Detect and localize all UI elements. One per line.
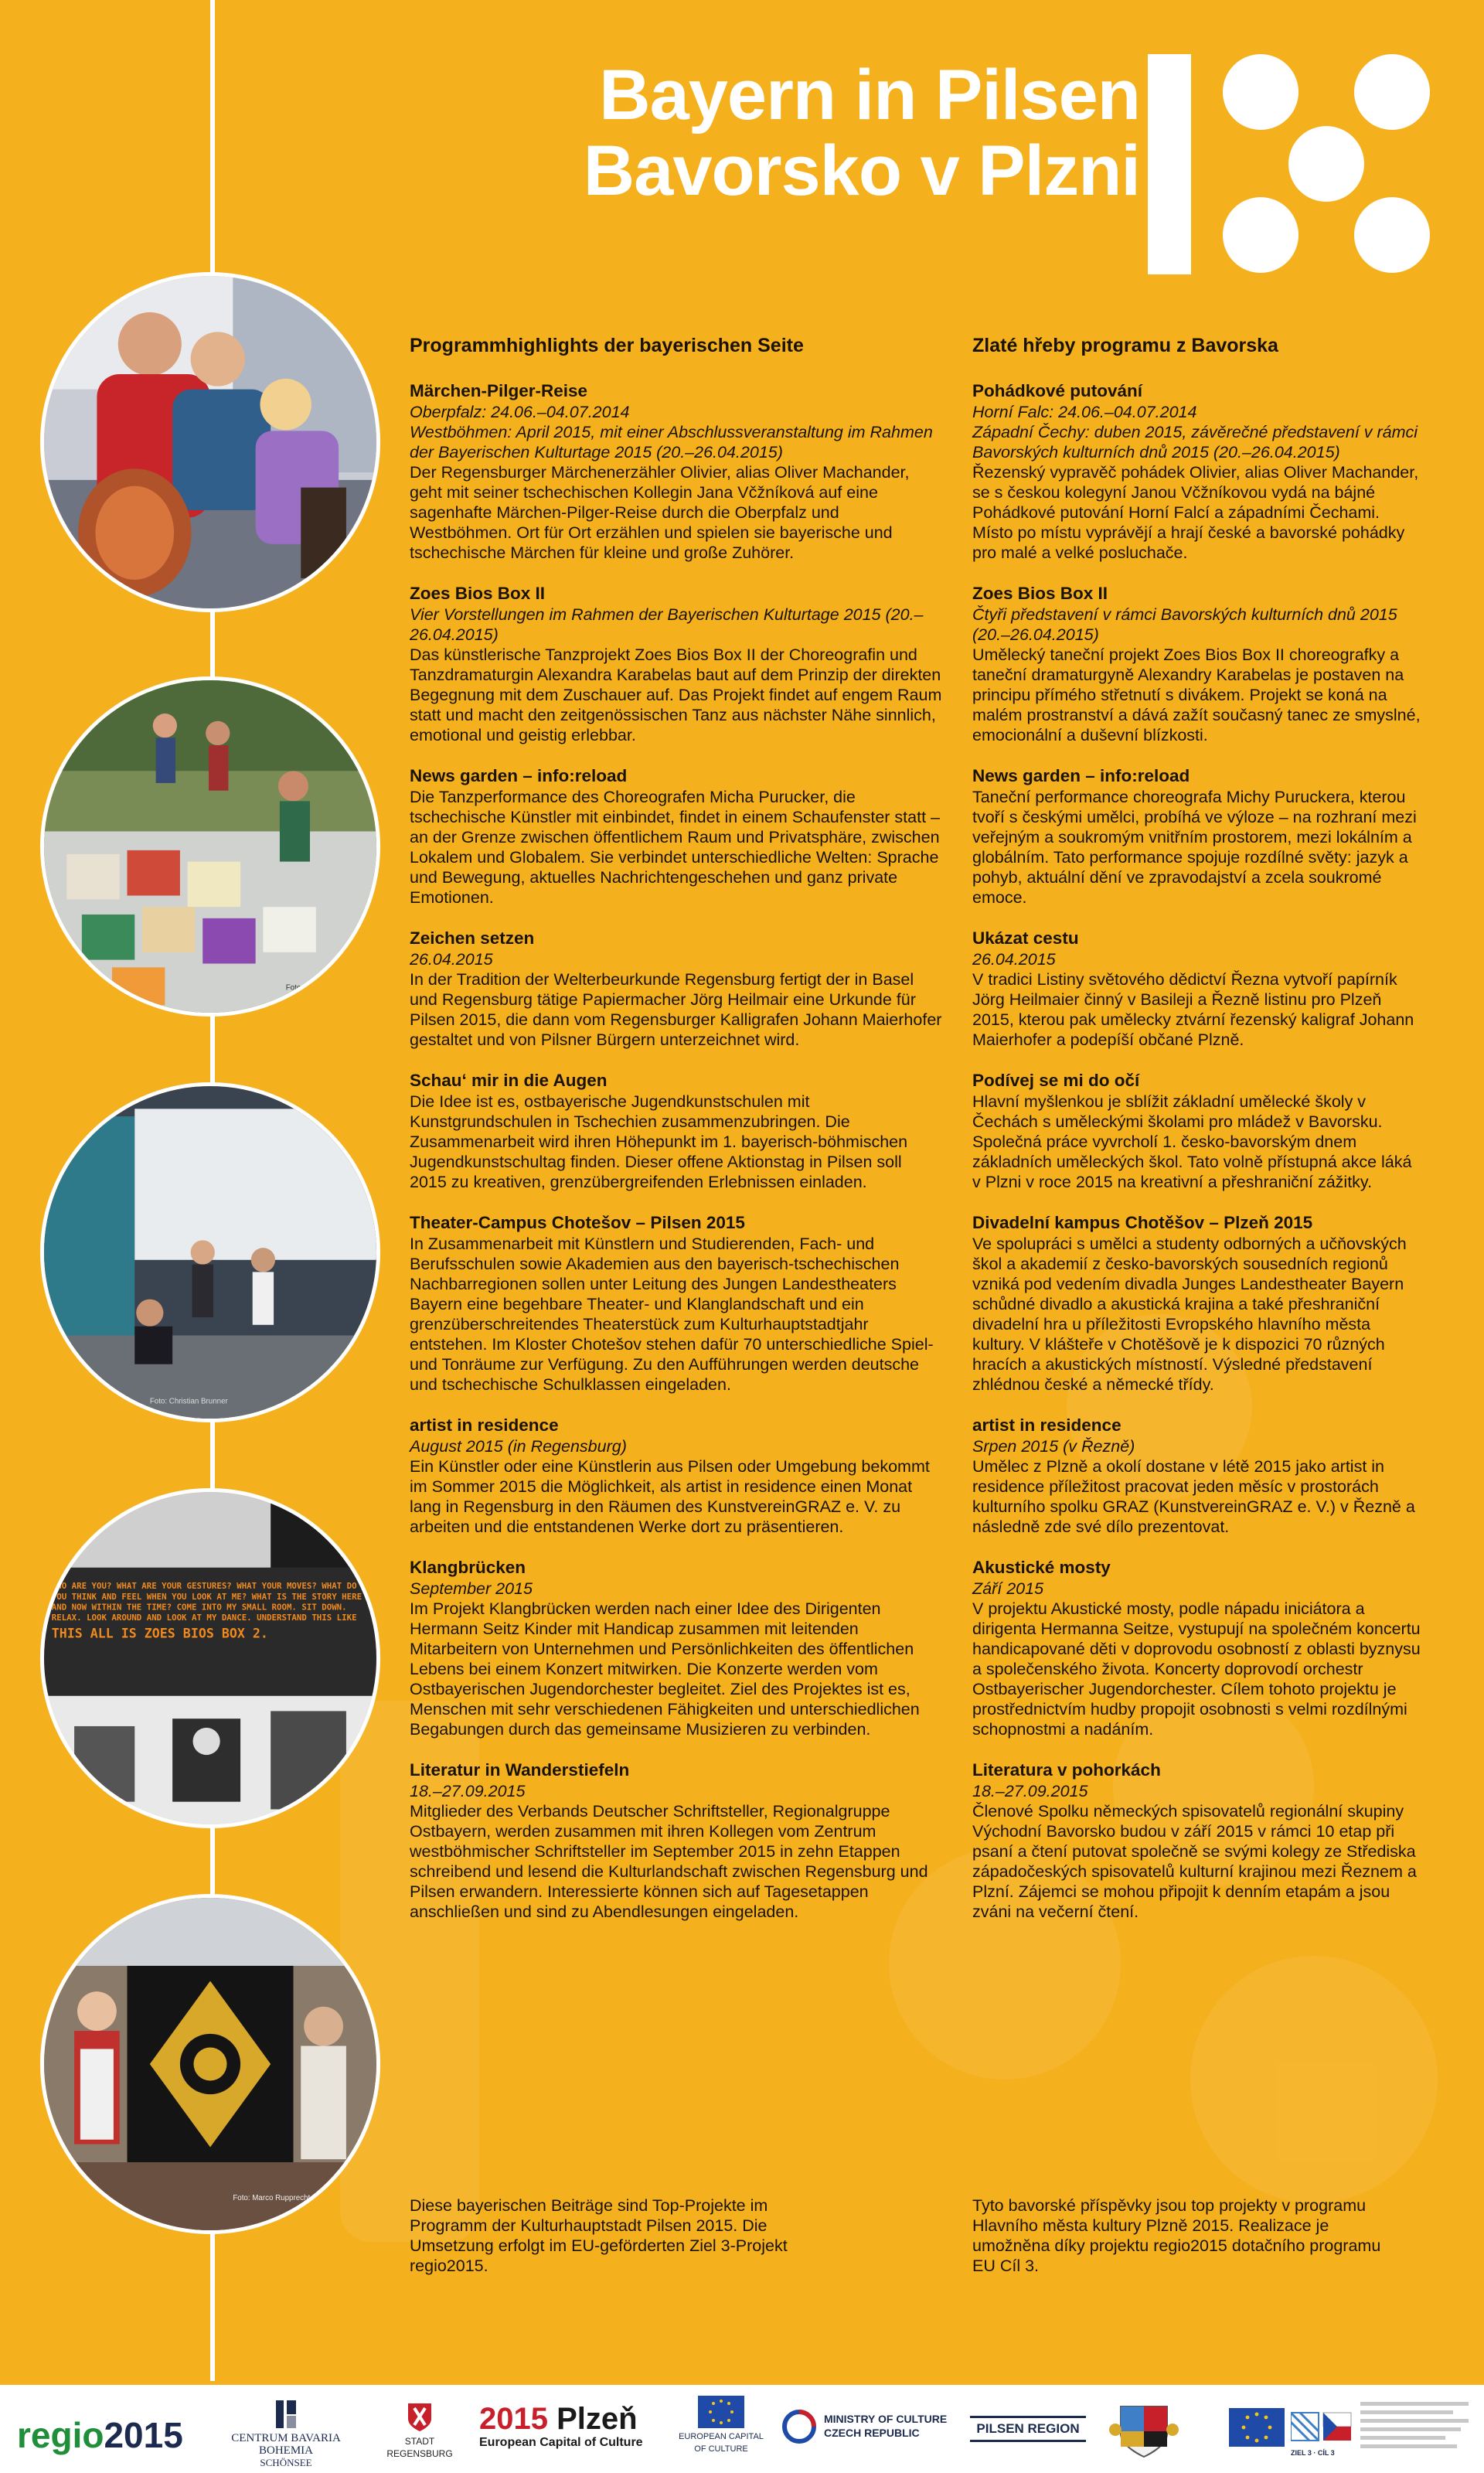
czech-section-title: Podívej se mi do očí bbox=[972, 1071, 1140, 1090]
logo-regio-text: regio bbox=[17, 2415, 104, 2455]
title-german: Bayern in Pilsen bbox=[599, 56, 1140, 135]
czech-section-title: Ukázat cestu bbox=[972, 928, 1079, 948]
photo-storyteller-drum bbox=[40, 272, 380, 612]
ministry-line-1: MINISTRY OF CULTURE bbox=[824, 2413, 948, 2425]
photo-dance-performance-image bbox=[44, 1086, 376, 1419]
ministry-line-2: CZECH REPUBLIC bbox=[824, 2427, 920, 2439]
czech-section bbox=[972, 765, 1421, 908]
plzen-name: Plzeň bbox=[556, 2402, 638, 2436]
logo-bar bbox=[1148, 54, 1191, 274]
plzen-subtitle: European Capital of Culture bbox=[479, 2436, 643, 2449]
czech-section-title: Zoes Bios Box II bbox=[972, 584, 1108, 603]
german-section-body: In der Tradition der Welterbeurkunde Regensburg fertigt der in Basel und Regensburg tätige Papiermacher Jörg Heilmair eine Urkunde für Pilsen 2015, die dann vom Regensburger Kalligrafen Johann Maierhofer gestaltet und von Pilsner Bürgern unterzeichnet wird. bbox=[410, 970, 942, 1049]
logo-european-capital-of-culture bbox=[671, 2396, 771, 2455]
photo-zoes-bios-box bbox=[40, 1488, 380, 1828]
german-section bbox=[410, 1557, 943, 1739]
bavaria-bohemia-name: CENTRUM BAVARIA BOHEMIA bbox=[231, 2432, 341, 2457]
photo-caption: WHO ARE YOU? WHAT ARE YOUR GESTURES? WHAT YOUR MOVES? WHAT DO YOU THINK AND FEEL WHEN YOU LOOK AT ME? WHAT IS THE STORY HERE AND NOW WITHIN THE TIME? COME INTO MY SMALL ROOM. SIT DOWN. RELAX. LOOK AROUND AND LOOK AT MY DANCE. UNDERSTAND THIS LIKE bbox=[51, 1581, 362, 1623]
photo-caption-highlight: THIS ALL IS ZOES BIOS BOX 2. bbox=[51, 1626, 268, 1642]
czech-section-date: Horní Falc: 24.06.–04.07.2014 Západní Čechy: duben 2015, závěrečné představení v rámci Bavorských kulturních dnů 2015 (20.–26.04.2015) bbox=[972, 403, 1418, 462]
logo-plzen-2015 bbox=[479, 2402, 665, 2450]
czech-section bbox=[972, 1415, 1421, 1537]
czech-section-title: News garden – info:reload bbox=[972, 766, 1190, 785]
bavarian-coat-of-arms-icon bbox=[1109, 2399, 1179, 2461]
plzen-year: 2015 bbox=[479, 2402, 548, 2436]
german-section bbox=[410, 928, 943, 1050]
czech-section-date: 26.04.2015 bbox=[972, 950, 1056, 969]
logo-dot bbox=[1288, 126, 1364, 202]
german-section bbox=[410, 1415, 943, 1537]
photo-masks-exhibition-image bbox=[44, 680, 376, 1013]
czech-sections bbox=[972, 380, 1421, 1922]
photo-caption: Foto: Richard Kaplan bbox=[285, 983, 357, 993]
logo-dot bbox=[1354, 54, 1430, 130]
german-section-title: Klangbrücken bbox=[410, 1558, 526, 1577]
czech-section-body: Hlavní myšlenkou je sblížit základní umělecké školy v Čechách s uměleckými školami pro mládež v Bavorsku. Společná práce vyvrcholí 1. česko-bavorským dnem základních uměleckých škol. Tato volně přístupná akce láká v Plzni v roce 2015 na kreativní a přeshraniční zážitky. bbox=[972, 1092, 1412, 1191]
german-section-body: Das künstlerische Tanzprojekt Zoes Bios Box II der Choreografin und Tanzdramaturgin Alexandra Karabelas baut auf dem Prinzip der direkten Begegnung mit dem Zuschauer auf. Das Projekt findet auf engem Raum statt und macht den zeitgenössischen Tanz aus nächster Nähe sinnlich, emotional und geistig erlebbar. bbox=[410, 646, 942, 744]
german-section-body: Die Tanzperformance des Choreografen Micha Purucker, die tschechische Künstler mit einbindet, findet in einem Schaufenster statt – an der Grenze zwischen öffentlichem Raum und Privatsphäre, zwischen Lokalem und Globalem. Sie verbindet unterschiedliche Welten: Sprache und Bewegung, aktuelles Nachrichtengeschehen und ganz private Emotionen. bbox=[410, 788, 940, 907]
eu-flag-icon bbox=[1229, 2408, 1285, 2447]
german-section bbox=[410, 1212, 943, 1395]
czech-section-body: Řezenský vypravěč pohádek Olivier, alias Oliver Machander, se s českou kolegyní Janou Včžníkovou vydá na bájné Pohádkové putování Horní Falcí a západními Čechami. Místo po místu vyprávějí a hrají české a bavorské pohádky pro malé a velké posluchače. bbox=[972, 463, 1419, 562]
title-block bbox=[584, 57, 1140, 209]
czech-section-title: Divadelní kampus Chotěšov – Plzeň 2015 bbox=[972, 1213, 1313, 1232]
czech-section-body: Umělecký taneční projekt Zoes Bios Box II choreografky a taneční dramaturgyně Alexandry Karabelas je postaven na principu přímého střetnutí s divákem. Projekt se koná na malém prostranství a dává zažít současný tanec ze smyslné, emocionální a duševní blízkosti. bbox=[972, 646, 1421, 744]
german-closing-note: Diese bayerischen Beiträge sind Top-Projekte im Programm der Kulturhauptstadt Pilsen 2015. Die Umsetzung erfolgt im EU-geförderten Ziel 3-Projekt regio2015. bbox=[410, 2196, 788, 2275]
czech-section-title: Literatura v pohorkách bbox=[972, 1760, 1161, 1780]
czech-section-date: Září 2015 bbox=[972, 1579, 1044, 1598]
german-section bbox=[410, 583, 943, 745]
german-heading: Programmhighlights der bayerischen Seite bbox=[410, 335, 804, 356]
german-section bbox=[410, 1759, 943, 1922]
czech-section-body: V projektu Akustické mosty, podle nápadu iniciátora a dirigenta Hermanna Seitze, vystupují na společném koncertu handicapované děti v doprovodu osobností z oblasti byznysu a společenského života. Koncerty doprovodí orchestr Ostbayerischer Jugendorchester. Cílem tohoto projektu je prostřednictvím hudby propojit osobnosti s velmi rozdílnými schopnostmi a nadáním. bbox=[972, 1599, 1421, 1739]
czech-section bbox=[972, 380, 1421, 563]
german-section-date: 26.04.2015 bbox=[410, 950, 493, 969]
photo-masks-exhibition bbox=[40, 676, 380, 1017]
regensburg-label: REGENSBURG bbox=[386, 2448, 453, 2459]
german-section-date: Vier Vorstellungen im Rahmen der Bayerischen Kulturtage 2015 (20.–26.04.2015) bbox=[410, 605, 924, 644]
eu-flag-icon bbox=[698, 2396, 744, 2428]
czech-section bbox=[972, 1070, 1421, 1192]
czech-closing-note: Tyto bavorské příspěvky jsou top projekty v programu Hlavního města kultury Plzně 2015. Realizace je umožněna díky projektu regio2015 dotačního programu EU Cíl 3. bbox=[972, 2196, 1381, 2275]
czech-section-body: Umělec z Plzně a okolí dostane v létě 2015 jako artist in residence příležitost pracovat jeden měsíc v prostorách kulturního spolku GRAZ (KunstvereinGRAZ e. V.) v Řezně a následně zde své dílo prezentovat. bbox=[972, 1457, 1415, 1536]
german-section-title: Theater-Campus Chotešov – Pilsen 2015 bbox=[410, 1213, 745, 1232]
bavaria-bohemia-emblem-icon bbox=[274, 2400, 298, 2428]
ecoc-line-2: OF CULTURE bbox=[694, 2444, 748, 2454]
photo-storytellers-tapestry-image bbox=[44, 1898, 376, 2230]
fine-print-block bbox=[1360, 2402, 1469, 2448]
german-section-body: Ein Künstler oder eine Künstlerin aus Pilsen oder Umgebung bekommt im Sommer 2015 die Möglichkeit, als artist in residence einen Monat lang in Regensburg in den Räumen des KunstvereinGRAZ e. V. zu arbeiten und die entstandenen Werke dort zu präsentieren. bbox=[410, 1457, 930, 1536]
german-section-title: artist in residence bbox=[410, 1415, 559, 1435]
german-section-title: Zeichen setzen bbox=[410, 928, 535, 948]
logo-dot bbox=[1223, 197, 1298, 273]
column-german bbox=[410, 334, 943, 1942]
czech-section-body: Taneční performance choreografa Michy Puruckera, kterou tvoří s českými umělci, probíhá ve výloze – na rozhraní mezi veřejným a soukromým vnitřním prostorem, mezi lokálním a globálním. Tato performance spojuje rozdílné světy: jazyk a pohyb, aktuální dění ve zpravodajství a zcela soukromé emoce. bbox=[972, 788, 1417, 907]
german-section bbox=[410, 1070, 943, 1192]
footer-logo-bar bbox=[0, 2385, 1484, 2473]
czech-section bbox=[972, 583, 1421, 745]
logo-ziel-3 bbox=[1291, 2410, 1353, 2457]
photo-caption: Foto: Marco Rupprecht bbox=[233, 2193, 311, 2202]
czech-section bbox=[972, 1759, 1421, 1922]
photo-zoes-bios-box-image bbox=[44, 1492, 376, 1824]
ecoc-line-1: EUROPEAN CAPITAL bbox=[679, 2432, 764, 2441]
photo-storytellers-tapestry bbox=[40, 1894, 380, 2234]
czech-section-body: Ve spolupráci s umělci a studenty odborných a učňovských škol a akademií z česko-bavorských sousedních regionů vzniká pod vedením divadla Junges Landestheater Bayern schůdné divadlo a akustická krajina a také přeshraniční divadelní hra u příležitosti Evropského hlavního města kultury. V klášteře v Chotěšově je k dispozici 70 různých hracích a akustických místností. Výsledné představení zhlédnou české a německé třídy. bbox=[972, 1235, 1407, 1394]
czech-section-body: V tradici Listiny světového dědictví Řezna vytvoří papírník Jörg Heilmaier činný v Basileji a Řezně listinu pro Plzeň 2015, kterou pak umělecky ztvární řezenský kaligraf Johann Maierhofer a podepíší občané Plzně. bbox=[972, 970, 1414, 1049]
german-section-body: Die Idee ist es, ostbayerische Jugendkunstschulen mit Kunstgrundschulen in Tschechien zusammenzubringen. Die Zusammenarbeit wird ihren Höhepunkt im 1. bayerisch-böhmischen Jugendkunstschultag finden. Dieser offene Aktionstag in Pilsen soll 2015 zu kreativen, grenzübergreifenden Erlebnissen einladen. bbox=[410, 1092, 908, 1191]
logo-stadt-regensburg bbox=[377, 2402, 462, 2460]
german-section-body: Mitglieder des Verbands Deutscher Schriftsteller, Regionalgruppe Ostbayern, werden zusammen mit ihren Kollegen vom Zentrum westböhmischer Schriftsteller im September 2015 in zehn Etappen schreibend und lesend die Kulturlandschaft zwischen Regensburg und Pilsen erwandern. Interessierte können sich auf Tagesetappen anschließen und sind zu Abendlesungen eingeladen. bbox=[410, 1802, 928, 1921]
czech-section-title: artist in residence bbox=[972, 1415, 1122, 1435]
czech-section bbox=[972, 928, 1421, 1050]
ministry-ring-icon bbox=[781, 2408, 818, 2445]
german-section bbox=[410, 765, 943, 908]
bg-circle bbox=[1190, 1956, 1438, 2203]
logo-regio-year: 2015 bbox=[104, 2415, 183, 2455]
stadt-label: STADT bbox=[404, 2436, 435, 2447]
photo-caption: Foto: Christian Brunner bbox=[149, 1397, 228, 1406]
german-section-body: Im Projekt Klangbrücken werden nach einer Idee des Dirigenten Hermann Seitz Kinder mit Handicap zusammen mit leitenden Mitarbeitern von Unternehmen und Persönlichkeiten des öffentlichen Lebens bei einem Konzert mitwirken. Die Konzerte werden vom Ostbayerischen Jugendorchester begleitet. Ziel des Projektes ist es, Menschen mit sehr verschiedenen Fähigkeiten und unterschiedlichen Begabungen durch das gemeinsame Musizieren zu verbinden. bbox=[410, 1599, 920, 1739]
german-section-date: 18.–27.09.2015 bbox=[410, 1782, 526, 1800]
photo-storyteller-drum-image bbox=[44, 276, 376, 608]
pilsen-region-label: PILSEN REGION bbox=[976, 2421, 1080, 2436]
regensburg-crest-icon bbox=[407, 2402, 433, 2433]
czech-section-title: Akustické mosty bbox=[972, 1558, 1111, 1577]
logo-dot bbox=[1354, 197, 1430, 273]
czech-section-date: Srpen 2015 (v Řezně) bbox=[972, 1437, 1135, 1456]
logo-pilsen-region bbox=[970, 2416, 1086, 2442]
german-section-date: September 2015 bbox=[410, 1579, 533, 1598]
german-section-date: August 2015 (in Regensburg) bbox=[410, 1437, 627, 1456]
czech-section-body: Členové Spolku německých spisovatelů regionální skupiny Východní Bavorsko budou v září 2015 v rámci 10 etap při psaní a čtení putovat společně se svými kolegy ze Střediska západočeských spisovatelů kulturní krajinou mezi Řeznem a Plzní. Zájemci se mohou připojit k denním etapám a jsou zváni na večerní čtení. bbox=[972, 1802, 1417, 1921]
german-section-date: Oberpfalz: 24.06.–04.07.2014 Westböhmen: April 2015, mit einer Abschlussveranstaltung im Rahmen der Bayerischen Kulturtage 2015 (20.–26.04.2015) bbox=[410, 403, 933, 462]
logo-regio2015 bbox=[17, 2414, 183, 2456]
ziel3-flags-icon bbox=[1291, 2410, 1353, 2445]
photo-dance-performance bbox=[40, 1082, 380, 1422]
czech-section-date: 18.–27.09.2015 bbox=[972, 1782, 1088, 1800]
german-section-title: News garden – info:reload bbox=[410, 766, 628, 785]
german-section bbox=[410, 380, 943, 563]
title-czech: Bavorsko v Plzni bbox=[583, 131, 1140, 210]
czech-section bbox=[972, 1557, 1421, 1739]
czech-heading: Zlaté hřeby programu z Bavorska bbox=[972, 335, 1278, 356]
ziel3-label: ZIEL 3 · CÍL 3 bbox=[1291, 2449, 1335, 2457]
german-section-title: Schau‘ mir in die Augen bbox=[410, 1071, 608, 1090]
column-czech bbox=[972, 334, 1421, 1942]
bavaria-bohemia-sub: SCHÖNSEE bbox=[260, 2457, 312, 2468]
logo-dot bbox=[1223, 54, 1298, 130]
german-section-body: Der Regensburger Märchenerzähler Olivier, alias Oliver Machander, geht mit seiner tschechischen Kollegin Jana Včžníková auf eine sagenhafte Märchen-Pilger-Reise durch die Oberpfalz und Westböhmen. Ort für Ort erzählen und spielen sie bayerische und tschechische Märchen für kleine und große Zuhörer. bbox=[410, 463, 910, 562]
czech-section bbox=[972, 1212, 1421, 1395]
german-section-title: Märchen-Pilger-Reise bbox=[410, 381, 588, 400]
german-section-title: Literatur in Wanderstiefeln bbox=[410, 1760, 630, 1780]
german-section-title: Zoes Bios Box II bbox=[410, 584, 546, 603]
czech-section-title: Pohádkové putování bbox=[972, 381, 1143, 400]
german-sections bbox=[410, 380, 943, 1922]
german-section-body: In Zusammenarbeit mit Künstlern und Studierenden, Fach- und Berufsschulen sowie Akademien aus den bayerisch-tschechischen Nachbarregionen sollen unter Leitung des Jungen Landestheaters Bayern eine begehbare Theater- und Klanglandschaft und ein grenzüberschreitendes Theaterstück zum Kulturhauptstadtjahr entstehen. Im Kloster Chotešov stehen dafür 70 unterschiedliche Spiel- und Tonräume zur Verfügung. Zu den Aufführungen werden deutsche und tschechische Schulklassen eingeladen. bbox=[410, 1235, 934, 1394]
logo-centrum-bavaria-bohemia bbox=[209, 2400, 363, 2469]
czech-section-date: Čtyři představení v rámci Bavorských kulturních dnů 2015 (20.–26.04.2015) bbox=[972, 605, 1397, 644]
